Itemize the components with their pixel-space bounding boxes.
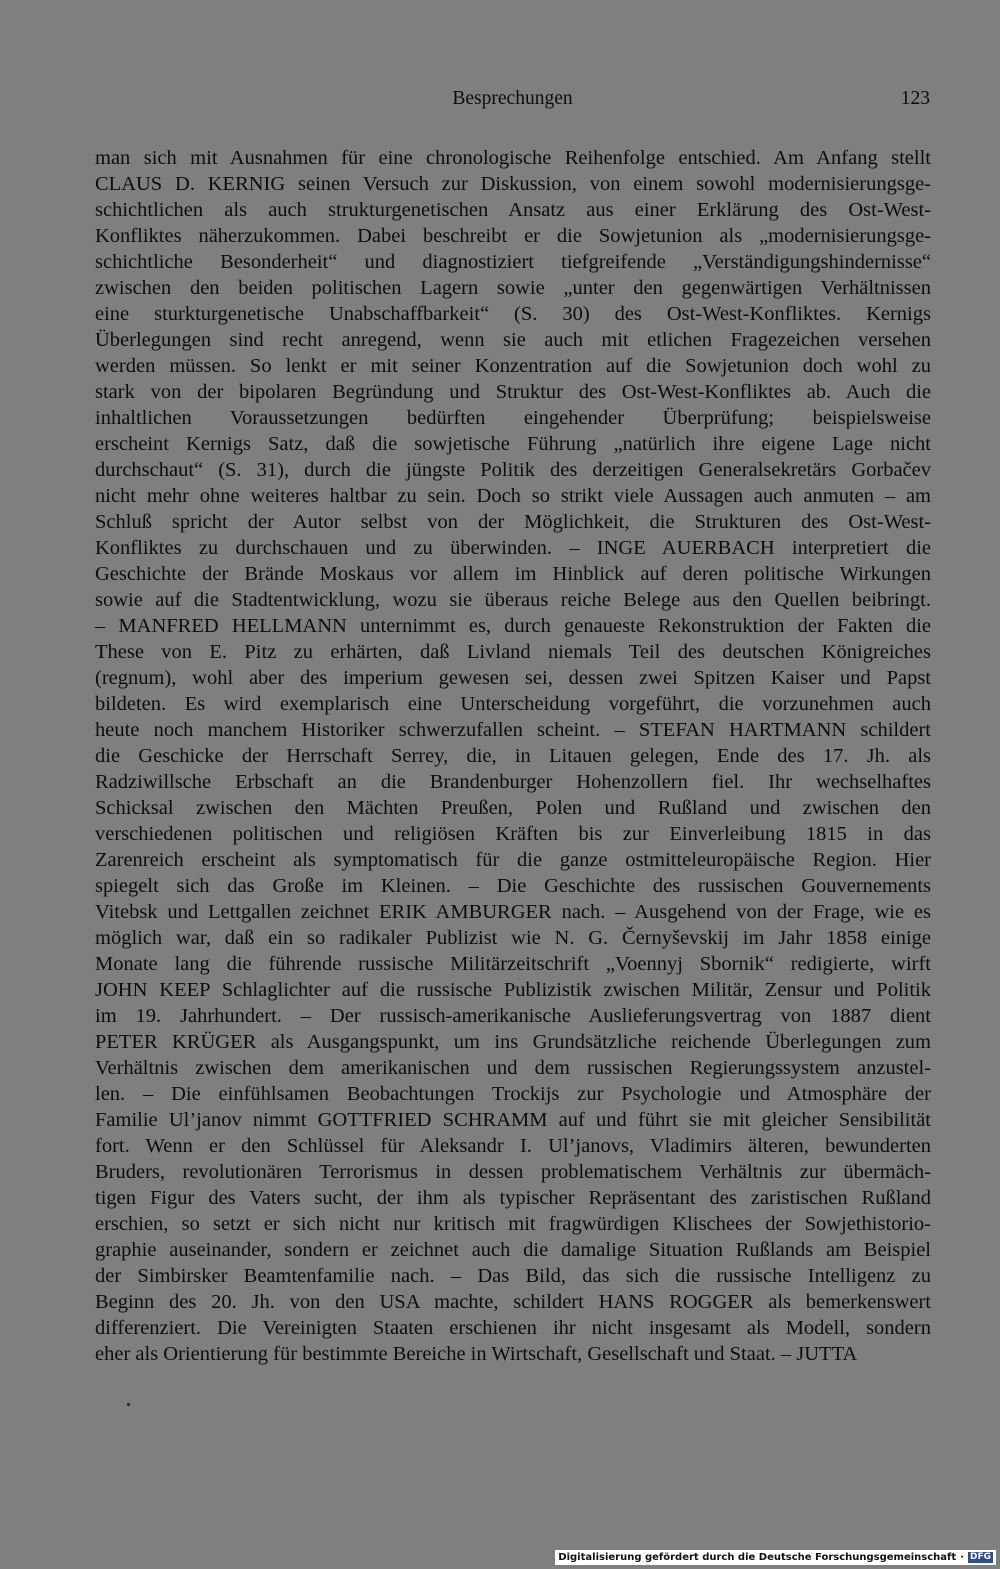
scan-speck	[127, 1403, 130, 1406]
text-line: eher als Orientierung für bestimmte Bereiche in Wirtschaft, Gesellschaft und Staat. – JUTTA	[95, 1343, 858, 1365]
text-line: schichtliche Besonderheit“ und diagnostiziert tiefgreifende „Verständigungshindernisse“	[95, 251, 931, 273]
text-line: Schluß spricht der Autor selbst von der Möglichkeit, die Strukturen des Ost-West-	[95, 511, 931, 533]
text-line: Verhältnis zwischen dem amerikanischen und dem russischen Regierungssystem anzustel-	[95, 1057, 931, 1079]
text-line: im 19. Jahrhundert. – Der russisch-amerikanische Auslieferungsvertrag von 1887 dient	[95, 1005, 931, 1027]
footer-separator: ·	[960, 1552, 964, 1563]
text-line: Monate lang die führende russische Militärzeitschrift „Voennyj Sbornik“ redigierte, wirft	[95, 953, 931, 975]
dfg-logo-icon: DFG	[969, 1552, 991, 1562]
text-line: Bruders, revolutionären Terrorismus in dessen problematischem Verhältnis zur übermäch-	[95, 1161, 931, 1183]
digitization-footer	[555, 1550, 996, 1565]
body-text	[95, 145, 931, 1367]
text-line: These von E. Pitz zu erhärten, daß Livland niemals Teil des deutschen Königreiches	[95, 641, 931, 663]
text-line: CLAUS D. KERNIG seinen Versuch zur Diskussion, von einem sowohl modernisierungsge-	[95, 173, 931, 195]
text-line: erschien, so setzt er sich nicht nur kritisch mit fragwürdigen Klischees der Sowjethistorio-	[95, 1213, 931, 1235]
text-line: – MANFRED HELLMANN unternimmt es, durch genaueste Rekonstruktion der Fakten die	[95, 615, 931, 637]
text-line: Überlegungen sind recht anregend, wenn sie auch mit etlichen Fragezeichen versehen	[95, 329, 931, 351]
text-line: graphie auseinander, sondern er zeichnet auch die damalige Situation Rußlands am Beispiel	[95, 1239, 931, 1261]
text-line: man sich mit Ausnahmen für eine chronologische Reihenfolge entschied. Am Anfang stellt	[95, 147, 931, 169]
text-line: len. – Die einfühlsamen Beobachtungen Trockijs zur Psychologie und Atmosphäre der	[95, 1083, 931, 1105]
text-line: inhaltlichen Voraussetzungen bedürften eingehender Überprüfung; beispielsweise	[95, 407, 931, 429]
footer-text: Digitalisierung gefördert durch die Deutsche Forschungsgemeinschaft	[558, 1552, 957, 1563]
page-number: 123	[900, 88, 930, 109]
text-line: Schicksal zwischen den Mächten Preußen, Polen und Rußland und zwischen den	[95, 797, 931, 819]
text-line: differenziert. Die Vereinigten Staaten erschienen ihr nicht insgesamt als Modell, sondern	[95, 1317, 931, 1339]
text-line: erscheint Kernigs Satz, daß die sowjetische Führung „natürlich ihre eigene Lage nicht	[95, 433, 931, 455]
text-line: PETER KRÜGER als Ausgangspunkt, um ins Grundsätzliche reichende Überlegungen zum	[95, 1031, 931, 1053]
running-head-title: Besprechungen	[452, 88, 573, 109]
text-line: Radziwillsche Erbschaft an die Brandenburger Hohenzollern fiel. Ihr wechselhaftes	[95, 771, 931, 793]
text-line: stark von der bipolaren Begründung und Struktur des Ost-West-Konfliktes ab. Auch die	[95, 381, 931, 403]
text-line: JOHN KEEP Schlaglichter auf die russische Publizistik zwischen Militär, Zensur und Politik	[95, 979, 931, 1001]
text-line: nicht mehr ohne weiteres haltbar zu sein. Doch so strikt viele Aussagen auch anmuten – am	[95, 485, 931, 507]
text-line: Familie Ul’janov nimmt GOTTFRIED SCHRAMM auf und führt sie mit gleicher Sensibilität	[95, 1109, 931, 1131]
text-line: eine sturkturgenetische Unabschaffbarkeit“ (S. 30) des Ost-West-Konfliktes. Kernigs	[95, 303, 931, 325]
text-line: schichtlichen als auch strukturgenetischen Ansatz aus einer Erklärung des Ost-West-	[95, 199, 931, 221]
text-line: Geschichte der Brände Moskaus vor allem im Hinblick auf deren politische Wirkungen	[95, 563, 931, 585]
text-line: zwischen den beiden politischen Lagern sowie „unter den gegenwärtigen Verhältnissen	[95, 277, 931, 299]
text-line: bildeten. Es wird exemplarisch eine Unterscheidung vorgeführt, die vorzunehmen auch	[95, 693, 931, 715]
text-line: verschiedenen politischen und religiösen Kräften bis zur Einverleibung 1815 in das	[95, 823, 931, 845]
text-line: Zarenreich erscheint als symptomatisch für die ganze ostmitteleuropäische Region. Hier	[95, 849, 931, 871]
text-line: spiegelt sich das Große im Kleinen. – Die Geschichte des russischen Gouvernements	[95, 875, 931, 897]
text-line: durchschaut“ (S. 31), durch die jüngste Politik des derzeitigen Generalsekretärs Gorbačev	[95, 459, 931, 481]
text-line: Beginn des 20. Jh. von den USA machte, schildert HANS ROGGER als bemerkenswert	[95, 1291, 931, 1313]
text-line: Konfliktes zu durchschauen und zu überwinden. – INGE AUERBACH interpretiert die	[95, 537, 931, 559]
text-line: sowie auf die Stadtentwicklung, wozu sie überaus reiche Belege aus den Quellen beibringt.	[95, 589, 931, 611]
text-line: heute noch manchem Historiker schwerzufallen scheint. – STEFAN HARTMANN schildert	[95, 719, 931, 741]
text-line: der Simbirsker Beamtenfamilie nach. – Das Bild, das sich die russische Intelligenz zu	[95, 1265, 931, 1287]
text-line: die Geschicke der Herrschaft Serrey, die, in Litauen gelegen, Ende des 17. Jh. als	[95, 745, 931, 767]
text-line: möglich war, daß ein so radikaler Publizist wie N. G. Černyševskij im Jahr 1858 einige	[95, 927, 931, 949]
text-line: tigen Figur des Vaters sucht, der ihm als typischer Repräsentant des zaristischen Rußland	[95, 1187, 931, 1209]
text-line: Vitebsk und Lettgallen zeichnet ERIK AMBURGER nach. – Ausgehend von der Frage, wie es	[95, 901, 931, 923]
text-line: Konfliktes näherzukommen. Dabei beschreibt er die Sowjetunion als „modernisierungsge-	[95, 225, 931, 247]
running-head	[95, 88, 930, 116]
text-line: fort. Wenn er den Schlüssel für Aleksandr I. Ul’janovs, Vladimirs älteren, bewunderten	[95, 1135, 931, 1157]
text-line: (regnum), wohl aber des imperium gewesen sei, dessen zwei Spitzen Kaiser und Papst	[95, 667, 931, 689]
text-line: werden müssen. So lenkt er mit seiner Konzentration auf die Sowjetunion doch wohl zu	[95, 355, 931, 377]
